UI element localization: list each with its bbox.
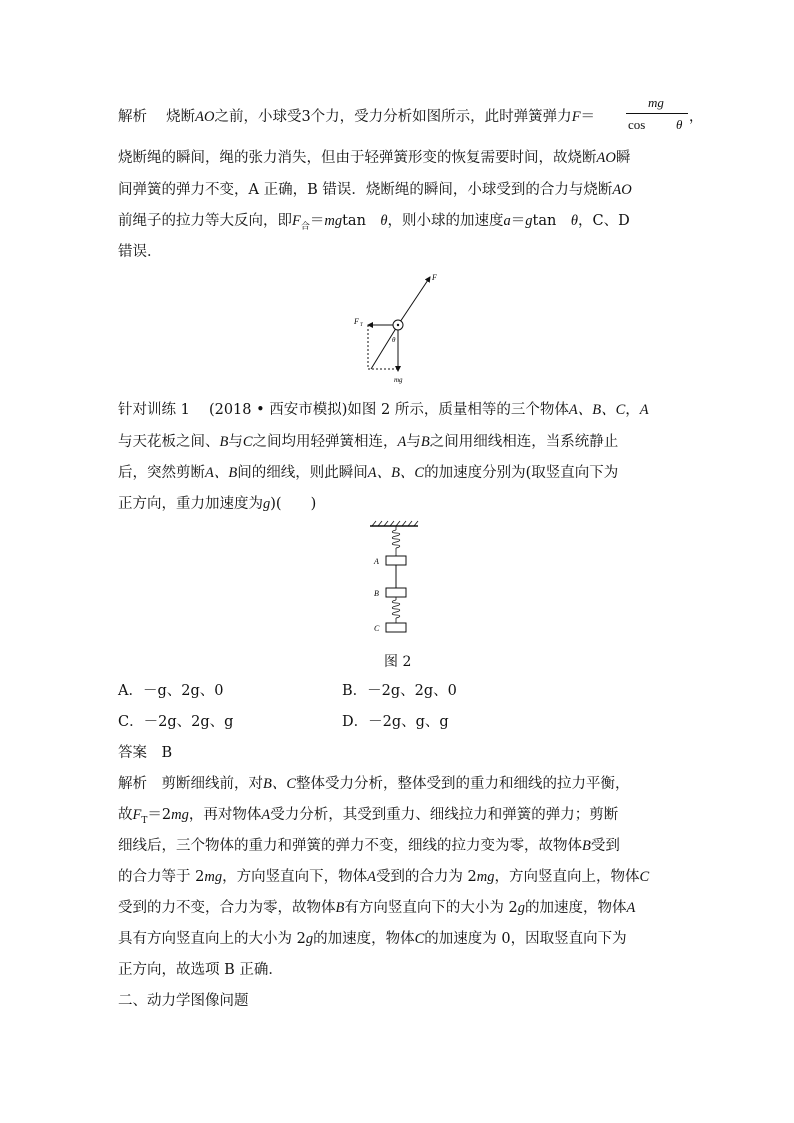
analysis1-line2: 烧断绳的瞬间，绳的张力消失，但由于轻弹簧形变的恢复需要时间，故烧断AO瞬	[118, 150, 631, 166]
training-line4: 正方向，重力加速度为g)( )	[118, 496, 317, 512]
spring-blocks-figure	[360, 518, 430, 638]
label-theta: θ	[392, 336, 396, 344]
block-B	[386, 588, 406, 597]
analysis2-line6: 具有方向竖直向上的大小为 2g的加速度，物体C的加速度为 0，因取竖直向下为	[118, 931, 627, 947]
analysis2-line3: 细线后，三个物体的重力和弹簧的弹力不变，细线的拉力变为零，故物体B受到	[118, 838, 620, 854]
training-line3: 后，突然剪断A、B间的细线，则此瞬间A、B、C的加速度分别为(取竖直向下为	[118, 465, 619, 481]
analysis2-line5: 受到的力不变，合力为零，故物体B有方向竖直向下的大小为 2g的加速度，物体A	[118, 900, 636, 916]
label-A: A	[374, 557, 379, 566]
resultant-line	[371, 325, 398, 369]
label-FT: F	[354, 317, 359, 326]
analysis1-line3: 间弹簧的弹力不变，A 正确，B 错误．烧断绳的瞬间，小球受到的合力与烧断AO	[118, 182, 632, 198]
analysis-label: 解析	[118, 109, 147, 125]
option-D: D．－2g、g、g	[342, 714, 449, 730]
answer-line	[118, 743, 172, 763]
analysis2-line4: 的合力等于 2mg，方向竖直向下，物体A受到的合力为 2mg，方向竖直向上，物体C	[118, 869, 650, 885]
label-F: F	[432, 273, 437, 282]
block-A	[386, 556, 406, 565]
analysis2-line7: 正方向，故选项 B 正确．	[118, 962, 283, 978]
answer-value: B	[161, 745, 173, 761]
analysis2-line2: 故$F_T=2mg$，再对物体A受力分析，其受到重力、细线拉力和弹簧的弹力；剪断	[118, 807, 619, 826]
spring-bottom	[392, 600, 400, 618]
block-C	[386, 623, 406, 632]
section-title: 二、动力学图像问题	[118, 993, 249, 1009]
fraction-denominator-cos: cos	[628, 117, 646, 132]
analysis1-line5: 错误．	[118, 244, 162, 260]
analysis1-line1: 解析 烧断AO之前，小球受3个力，受力分析如图所示，此时弹簧弹力F＝	[118, 109, 596, 125]
spring-top	[392, 530, 400, 548]
analysis2-line1: 解析 剪断细线前，对B、C整体受力分析，整体受到的重力和细线的拉力平衡，	[118, 776, 630, 792]
label-C: C	[374, 624, 380, 633]
training-line1: 针对训练 1 (2018 • 西安市模拟)如图 2 所示，质量相等的三个物体A、B、C，A	[118, 402, 649, 418]
fraction-numerator: mg	[648, 95, 664, 110]
label-FT-sub: T	[360, 323, 363, 328]
figure-caption: 图 2	[384, 654, 412, 670]
analysis1-line4: 前绳子的拉力等大反向，即$F_合=mgtan$ θ，则小球的加速度a＝gtan θ，C、D	[118, 213, 630, 232]
option-B: B．－2g、2g、0	[342, 683, 457, 699]
label-mg: mg	[394, 376, 403, 384]
spring-force-arrow	[398, 277, 430, 325]
training-line2: 与天花板之间、B与C之间均用轻弹簧相连，A与B之间用细线相连，当系统静止	[118, 434, 619, 450]
fraction-denominator-theta: θ	[676, 117, 683, 132]
fraction-bar	[626, 113, 688, 114]
answer-label: 答案	[118, 745, 147, 761]
label-B: B	[374, 589, 379, 598]
option-A: A．－g、2g、0	[118, 683, 224, 699]
option-C: C．－2g、2g、g	[118, 714, 234, 730]
force-diagram-figure	[340, 268, 450, 388]
